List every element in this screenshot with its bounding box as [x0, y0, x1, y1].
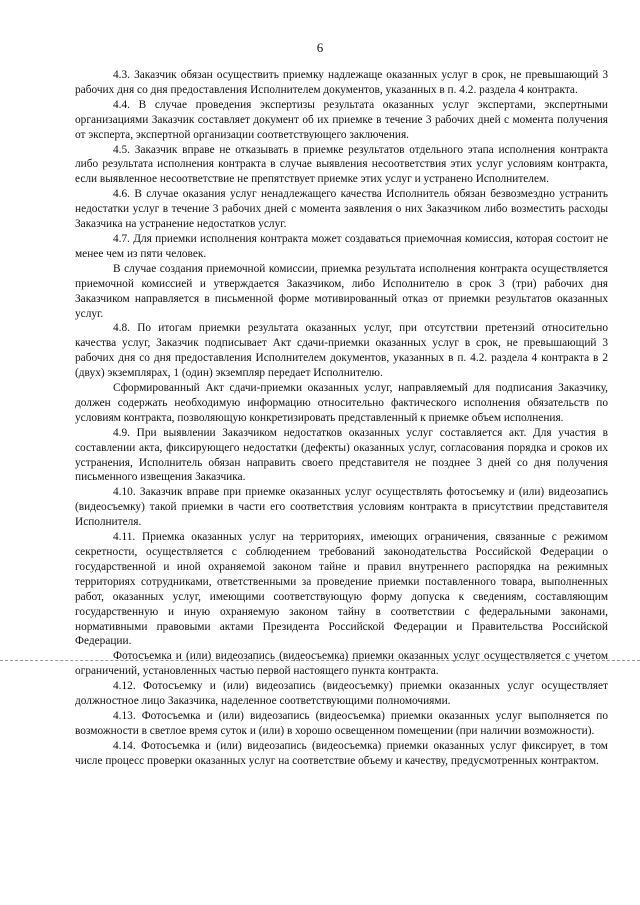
- paragraph-4-8-act: Сформированный Акт сдачи-приемки оказанных услуг, направляемый для подписания Заказчику, должен содержать необходимую информацию относительно фактического исполнения обязательств по условиям контракта, позволяющую конкретизировать представленный к приемке объем исполнения.: [75, 382, 608, 424]
- paragraph-4-4: 4.4. В случае проведения экспертизы результата оказанных услуг экспертами, экспертными организациями Заказчик составляет документ об их приемке в течение 3 рабочих дней с момента получения от эксперта, экспертной организации соответствующего заключения.: [75, 98, 608, 141]
- paragraph-4-3: 4.3. Заказчик обязан осуществить приемку надлежаще оказанных услуг в срок, не превышающий 3 рабочих дня со дня предоставления Исполнителем документов, указанных в п. 4.2. раздела 4 контракта.: [75, 69, 608, 96]
- paragraph-4-7-commission: В случае создания приемочной комиссии, приемка результата исполнения контракта осуществляется приемочной комиссией и утверждается Заказчиком, либо Исполнителю в срок 3 (три) рабочих дня Заказчиком направляется в письменной форме мотивированный отказ от приемки результатов оказанных услуг.: [75, 262, 608, 320]
- paragraph-4-14: 4.14. Фотосъемка и (или) видеозапись (видеосъемка) приемки оказанных услуг фиксирует, в том числе процесс проверки оказанных услуг на соответствие объему и качеству, предусмотренных контрактом.: [75, 739, 608, 767]
- page-number: 6: [316, 40, 324, 55]
- paragraph-4-13: 4.13. Фотосъемка и (или) видеозапись (видеосъемка) приемки оказанных услуг выполняется по возможности в светлое время суток и (или) в хорошо освещенном помещении (при наличии возможности).: [75, 709, 608, 737]
- paragraph-4-11-photo: Фотосъемка и (или) видеозапись (видеосъемка) приемки оказанных услуг осуществляется с учетом ограничений, установленных частью первой настоящего пункта контракта.: [75, 650, 608, 678]
- paragraph-4-7: 4.7. Для приемки исполнения контракта может создаваться приемочная комиссия, которая состоит не менее чем из пяти человек.: [75, 232, 608, 260]
- paragraph-4-9: 4.9. При выявлении Заказчиком недостатков оказанных услуг составляется акт. Для участия в составлении акта, фиксирующего недостатки (дефекты) оказанных услуг, согласования порядка и сроков их устранения, Исполнитель обязан направить своего представителя не позднее 3 дней со дня получения письменного извещения Заказчика.: [75, 426, 608, 484]
- document-body: [75, 68, 608, 769]
- paragraph-4-8: 4.8. По итогам приемки результата оказанных услуг, при отсутствии претензий относительно качества услуг, Заказчик подписывает Акт сдачи-приемки оказанных услуг в срок, не превышающий 3 рабочих дня со дня предоставления Исполнителем документов, указанных в п. 4.2. раздела 4 контракта в 2 (двух) экземплярах, 1 (один) экземпляр передает Исполнителю.: [75, 322, 608, 380]
- paragraph-4-5: 4.5. Заказчик вправе не отказывать в приемке результатов отдельного этапа исполнения контракта либо результата исполнения контракта в случае выявления несоответствия этих услуг условиям контракта, если выявленное несоответствие не препятствует приемке этих услуг и устранено Исполнителем.: [75, 143, 608, 186]
- paragraph-4-10: 4.10. Заказчик вправе при приемке оказанных услуг осуществлять фотосъемку и (или) видеозапись (видеосъемку) такой приемки в части его соответствия условиям контракта в присутствии представителя Исполнителя.: [75, 486, 608, 529]
- paragraph-4-11: 4.11. Приемка оказанных услуг на территориях, имеющих ограничения, связанные с режимом секретности, осуществляется с соблюдением требований законодательства Российской Федерации о государственной и иной охраняемой законом тайне и правил внутреннего распорядка на режимных территориях сотрудниками, ответственными за проведение приемки поставленного товара, выполненных работ, оказанных услуг, имеющими соответствующую форму допуска к сведениям, составляющим государственную и иную охраняемую законом тайну в соответствии с федеральными законами, нормативными правовыми актами Президента Российской Федерации и Правительства Российской Федерации.: [75, 531, 608, 648]
- paragraph-4-6: 4.6. В случае оказания услуг ненадлежащего качества Исполнитель обязан безвозмездно устранить недостатки услуг в течение 3 рабочих дней с момента заявления о них Заказчиком либо возместить расходы Заказчика на устранение недостатков услуг.: [75, 188, 608, 231]
- paragraph-4-12: 4.12. Фотосъемку и (или) видеозапись (видеосъемку) приемки оказанных услуг осуществляет должностное лицо Заказчика, наделенное соответствующими полномочиями.: [75, 680, 608, 708]
